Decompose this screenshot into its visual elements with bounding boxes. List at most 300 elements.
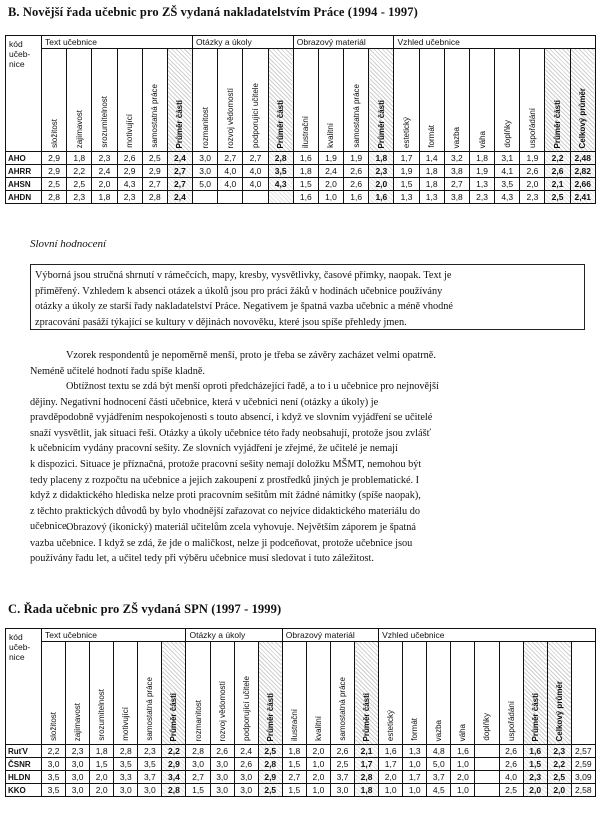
rating-cell: 1,3 [469,178,494,191]
rating-cell: 1,0 [403,758,427,771]
rating-cell: 1,0 [379,784,403,797]
column-header-label: motivující [125,114,135,148]
column-header [571,642,595,745]
group-header: Text učebnice [42,36,193,49]
rating-cell: 1,0 [451,784,475,797]
column-header-label: zajímavost [73,702,83,741]
group-header: Otázky a úkoly [186,629,282,642]
table-row [6,745,596,758]
table-row [6,784,596,797]
paragraph-line [30,441,585,457]
column-header-label: Celkový průměr [578,87,588,148]
textbook-code-header [6,36,42,152]
average-cell: 2,7 [167,165,192,178]
group-header: Otázky a úkoly [193,36,294,49]
column-header [90,642,114,745]
paragraph-line [30,488,585,504]
rating-cell: 4,3 [117,178,142,191]
box-line: přiměřený. Vzhledem k absenci otázek a úkolů jsou pro práci žáků v hodinách učebnice používány [35,285,443,297]
column-header-label: samostatná práce [145,677,155,741]
column-header-label: podporující učitele [241,676,251,741]
box-line: Výborná jsou stručná shrnutí v rámečcích, mapy, kresby, vysvětlivky, časové přímky, naopak. Text je [35,270,452,281]
column-header [138,642,162,745]
rating-cell: 3,0 [330,784,354,797]
textbook-rating-table-c [5,628,596,797]
column-header-label: formát [427,125,437,148]
rating-cell: 2,6 [234,758,258,771]
average-cell: 2,0 [369,178,394,191]
rating-cell: 3,0 [210,784,234,797]
average-cell: 2,1 [545,178,570,191]
average-cell: 2,7 [167,178,192,191]
rating-cell: 2,8 [186,745,210,758]
rating-cell [475,745,499,758]
paragraph-difficulty [30,379,585,535]
paragraph-text: Neméně učitelé hodnotí řadu spíše kladně. [30,365,205,377]
column-header [142,49,167,152]
column-header [394,49,419,152]
textbook-code: RuťV [6,745,42,758]
column-header [379,642,403,745]
column-header-label: Průměr části [276,99,286,148]
column-header [306,642,330,745]
paragraph-line [30,410,585,426]
rating-cell: 2,3 [66,745,90,758]
column-header [427,642,451,745]
section-c-heading: C. Řada učebnic pro ZŠ vydaná SPN (1997 - 1999) [8,602,282,616]
rating-cell: 3,0 [66,758,90,771]
paragraph-line [30,536,585,552]
paragraph-line [30,364,585,380]
textbook-code: AHRR [6,165,42,178]
column-header [42,642,66,745]
average-cell: 2,4 [167,191,192,204]
column-header [330,642,354,745]
rating-cell: 1,5 [394,178,419,191]
rating-cell: 3,5 [114,758,138,771]
column-header [282,642,306,745]
rating-cell: 1,8 [92,191,117,204]
textbook-code: HLDN [6,771,42,784]
column-header-label: složitost [49,712,59,741]
column-header [547,642,571,745]
paragraph-line [30,379,585,395]
rating-cell: 1,8 [419,178,444,191]
rating-cell: 3,5 [42,784,66,797]
rating-cell: 3,0 [193,165,218,178]
rating-cell: 2,6 [499,745,523,758]
rating-cell: 3,0 [210,758,234,771]
average-cell: 2,0 [547,784,571,797]
rating-cell: 1,0 [306,784,330,797]
rating-cell: 1,0 [451,758,475,771]
rating-cell: 3,5 [495,178,520,191]
rating-cell: 3,09 [571,771,595,784]
column-header [114,642,138,745]
rating-cell: 1,3 [419,191,444,204]
rating-cell: 5,0 [427,758,451,771]
column-header-label: ilustrační [289,708,299,741]
rating-cell: 1,8 [293,165,318,178]
paragraph-text: tedy placeny z rozpočtu na učebnice a jejich zakoupení z prostředků jiných je problematické. I [30,474,420,486]
column-header [243,49,268,152]
rating-cell: 1,9 [318,152,343,165]
column-header-label: váha [458,723,468,741]
rating-cell: 1,4 [419,152,444,165]
rating-cell: 2,9 [117,165,142,178]
column-header [167,49,192,152]
average-cell: 4,3 [268,178,293,191]
textbook-code: KKO [6,784,42,797]
column-header [162,642,186,745]
column-header [293,49,318,152]
rating-cell: 4,0 [218,165,243,178]
rating-cell: 4,0 [243,165,268,178]
average-cell: 2,5 [258,745,282,758]
rating-cell: 2,9 [142,165,167,178]
rating-cell: 1,0 [306,758,330,771]
rating-cell: 2,0 [306,745,330,758]
rating-cell: 1,5 [293,178,318,191]
column-header-label: Průměr části [376,99,386,148]
average-cell: 2,3 [523,771,547,784]
column-header-label: vazba [434,719,444,741]
column-header [234,642,258,745]
average-cell: 1,8 [369,152,394,165]
average-cell: 2,9 [162,758,186,771]
rating-cell: 3,7 [330,771,354,784]
rating-cell: 2,6 [344,178,369,191]
rating-cell: 1,0 [318,191,343,204]
rating-cell: 2,6 [344,165,369,178]
group-header: Obrazový materiál [282,629,378,642]
rating-cell: 1,6 [293,191,318,204]
rating-cell: 3,0 [114,784,138,797]
column-header-label: samostatná práce [150,84,160,148]
column-header [403,642,427,745]
column-header-label: srozumitelnost [99,96,109,148]
rating-cell: 4,1 [495,165,520,178]
rating-cell: 2,8 [142,191,167,204]
rating-cell: 2,0 [306,771,330,784]
column-header [210,642,234,745]
rating-cell: 3,8 [444,191,469,204]
paragraph-text: vazba učebnice. I když se zdá, že jde o maličkost, nelze ji podceňovat, protože učebnice jsou [30,537,413,549]
column-header-label: váha [477,130,487,148]
average-cell: 2,3 [369,165,394,178]
rating-cell: 5,0 [193,178,218,191]
column-header-label: uspořádání [527,107,537,148]
column-header-label: estetický [402,116,412,148]
group-header-row [6,36,596,49]
average-cell: 2,41 [570,191,595,204]
paragraph-line [30,457,585,473]
column-header [42,49,67,152]
column-header [117,49,142,152]
textbook-code-label: kód [9,39,23,49]
column-header [92,49,117,152]
column-header-label: rozmanitost [193,699,203,741]
average-cell: 2,0 [523,784,547,797]
column-header-label: doplňky [482,713,492,741]
textbook-code-label: nice [9,59,25,69]
textbook-rating-table-b [5,35,596,204]
rating-cell: 2,6 [210,745,234,758]
average-cell: 2,5 [545,191,570,204]
column-header-label: samostatná práce [351,84,361,148]
verbal-assessment-box [30,264,585,330]
column-header-label: doplňky [502,120,512,148]
average-cell: 2,8 [162,784,186,797]
average-cell: 3,4 [162,771,186,784]
column-header [344,49,369,152]
column-header-label: motivující [121,707,131,741]
average-cell: 2,8 [355,771,379,784]
column-header [570,49,595,152]
column-header [520,49,545,152]
column-header-label: vazba [452,126,462,148]
column-header [499,642,523,745]
average-cell: 1,6 [523,745,547,758]
rating-cell: 2,0 [90,784,114,797]
column-header [419,49,444,152]
column-header-label: kvalitní [313,716,323,741]
rating-cell: 2,5 [499,784,523,797]
rating-cell: 1,8 [282,745,306,758]
rating-cell: 2,6 [520,165,545,178]
rating-cell: 2,0 [318,178,343,191]
table-row [6,178,596,191]
paragraph-text: z těchto praktických důvodů by bylo vhodnější zařazovat co nejvíce didaktického materiálu do [30,505,421,517]
column-header-label: estetický [386,709,396,741]
rating-cell: 4,3 [495,191,520,204]
rating-cell: 1,9 [520,152,545,165]
rating-cell: 2,3 [67,191,92,204]
rating-cell: 1,5 [186,784,210,797]
column-header-label: samostatná práce [337,677,347,741]
column-header [66,642,90,745]
column-header [444,49,469,152]
column-header-row [6,49,596,152]
rating-cell: 4,0 [243,178,268,191]
rating-cell: 2,3 [138,745,162,758]
paragraph-line [30,426,585,442]
column-header-label: Průměr části [553,99,563,148]
rating-cell: 3,0 [234,784,258,797]
average-cell: 2,6 [545,165,570,178]
column-header [545,49,570,152]
column-header-label: Průměr části [265,692,275,741]
rating-cell: 3,5 [42,771,66,784]
rating-cell: 4,0 [499,771,523,784]
rating-cell: 2,9 [42,165,67,178]
rating-cell: 2,7 [186,771,210,784]
rating-cell: 2,5 [42,178,67,191]
average-cell: 1,6 [369,191,394,204]
rating-cell: 2,6 [117,152,142,165]
textbook-code-header [6,629,42,745]
table-row [6,191,596,204]
group-header: Vzhled učebnice [394,36,595,49]
rating-cell: 3,0 [42,758,66,771]
column-header [495,49,520,152]
column-header [369,49,394,152]
column-header [355,642,379,745]
column-header [268,49,293,152]
box-line: zpracování pasáží týkající se kultury v dějinách novověku, které jsou spíše přehledy jmen. [35,316,407,328]
average-cell: 2,2 [547,758,571,771]
column-header [193,49,218,152]
rating-cell: 3,3 [114,771,138,784]
rating-cell: 2,2 [67,165,92,178]
average-cell: 2,8 [258,758,282,771]
column-header-label: uspořádání [506,700,516,741]
paragraph-text: používány řadu let, a učitel tedy při výběru učebnice musí sledovat i tuto záležitost. [30,553,374,565]
rating-cell: 3,0 [193,152,218,165]
paragraph-respondents [30,348,585,379]
rating-cell: 3,0 [186,758,210,771]
rating-cell: 1,7 [379,758,403,771]
rating-cell: 3,0 [66,784,90,797]
column-header [318,49,343,152]
rating-cell: 2,0 [90,771,114,784]
rating-cell: 1,5 [282,784,306,797]
average-cell: 2,48 [570,152,595,165]
textbook-code: ČSNR [6,758,42,771]
average-cell: 2,3 [547,745,571,758]
rating-cell: 3,7 [427,771,451,784]
average-cell: 2,82 [570,165,595,178]
column-header [67,49,92,152]
rating-cell: 2,3 [117,191,142,204]
rating-cell: 2,6 [499,758,523,771]
rating-cell: 1,9 [469,165,494,178]
column-header-label: kvalitní [326,123,336,148]
rating-cell: 1,8 [469,152,494,165]
column-header-label: srozumitelnost [97,689,107,741]
rating-cell: 2,9 [42,152,67,165]
column-header-label: Průměr části [530,692,540,741]
textbook-code: AHDN [6,191,42,204]
average-cell [268,191,293,204]
rating-cell: 2,4 [92,165,117,178]
column-header [258,642,282,745]
table-row [6,758,596,771]
rating-cell: 2,0 [379,771,403,784]
rating-cell: 4,8 [427,745,451,758]
rating-cell: 1,0 [403,784,427,797]
paragraph-line [30,504,585,520]
rating-cell: 2,7 [282,771,306,784]
rating-cell: 2,0 [92,178,117,191]
column-header-label: zajímavost [74,109,84,148]
rating-cell [243,191,268,204]
rating-cell: 2,3 [469,191,494,204]
rating-cell: 2,0 [520,178,545,191]
rating-cell: 2,5 [142,152,167,165]
rating-cell: 3,1 [495,152,520,165]
rating-cell: 1,6 [451,745,475,758]
average-cell: 2,4 [167,152,192,165]
rating-cell [193,191,218,204]
average-cell: 2,2 [545,152,570,165]
rating-cell [475,771,499,784]
group-header-row [6,629,596,642]
rating-cell: 4,0 [218,178,243,191]
rating-cell: 3,2 [444,152,469,165]
rating-cell: 3,8 [444,165,469,178]
paragraph-text: Obtížnost textu se zdá být menší oproti předcházející řadě, a to i u učebnice pro nejnovější [66,381,439,392]
rating-cell: 2,8 [42,191,67,204]
rating-cell: 2,4 [318,165,343,178]
column-header-label: rozmanitost [200,106,210,148]
paragraph-text: pravděpodobně vyjádřením nespokojenosti s touto absencí, i když ve slovním vyjádření se učitelé [30,412,433,424]
rating-cell: 2,5 [67,178,92,191]
box-line: otázky a úkoly ze starší řady nakladatelství Práce. Negativem je špatná vazba učebnic a méně vhodné [35,301,453,312]
rating-cell: 1,6 [293,152,318,165]
paragraph-text: k učebnicím vydány pracovní sešity. Ze slovních vyjádření je zřejmé, že učitelé je nemají [30,443,398,455]
rating-cell: 1,8 [67,152,92,165]
column-header-label: Průměr části [175,99,185,148]
column-header [218,49,243,152]
rating-cell [475,784,499,797]
textbook-code-label: učeb- [9,49,31,59]
average-cell: 1,7 [355,758,379,771]
column-header-label: rozvoj vědomostí [225,87,235,148]
average-cell: 2,2 [162,745,186,758]
rating-cell: 2,7 [218,152,243,165]
rating-cell: 1,9 [394,165,419,178]
rating-cell: 2,7 [243,152,268,165]
average-cell: 1,5 [523,758,547,771]
paragraph-line [30,473,585,489]
rating-cell: 2,6 [330,745,354,758]
group-header: Obrazový materiál [293,36,394,49]
paragraph-text: snaží vysvětlit, jak situaci řeší. Otázky a úkoly učebnice této řady neobsahují, protože jsou zvlášť [30,427,432,439]
group-header: Vzhled učebnice [379,629,596,642]
rating-cell: 1,6 [344,191,369,204]
average-cell: 2,8 [268,152,293,165]
rating-cell: 1,8 [419,165,444,178]
paragraph-text: Obrazový (ikonický) materiál učitelům zcela vyhovuje. Největším záporem je špatná [66,522,416,533]
rating-cell: 3,0 [210,771,234,784]
rating-cell: 1,3 [394,191,419,204]
rating-cell: 2,5 [330,758,354,771]
rating-cell: 2,59 [571,758,595,771]
rating-cell: 2,3 [520,191,545,204]
column-header-label: Průměr části [362,692,372,741]
rating-cell: 1,7 [394,152,419,165]
rating-cell: 2,3 [92,152,117,165]
rating-cell: 1,5 [90,758,114,771]
average-cell: 1,8 [355,784,379,797]
rating-cell [475,758,499,771]
column-header [469,49,494,152]
average-cell: 2,9 [258,771,282,784]
rating-cell: 2,57 [571,745,595,758]
rating-cell: 2,0 [451,771,475,784]
rating-cell: 3,5 [138,758,162,771]
rating-cell [218,191,243,204]
textbook-code-label: nice [9,652,25,662]
column-header [451,642,475,745]
column-header [475,642,499,745]
rating-cell: 2,58 [571,784,595,797]
rating-cell: 4,5 [427,784,451,797]
paragraph-text: dějiny. Negativní hodnocení části učebnice, která v učebnici není (otázky a úkoly) je [30,396,379,408]
paragraph-text: k dispozici. Situace je příznačná, protože pracovní sešity nemají doložku MŠMT, nemohou být [30,458,422,470]
column-header-label: Průměr části [169,692,179,741]
